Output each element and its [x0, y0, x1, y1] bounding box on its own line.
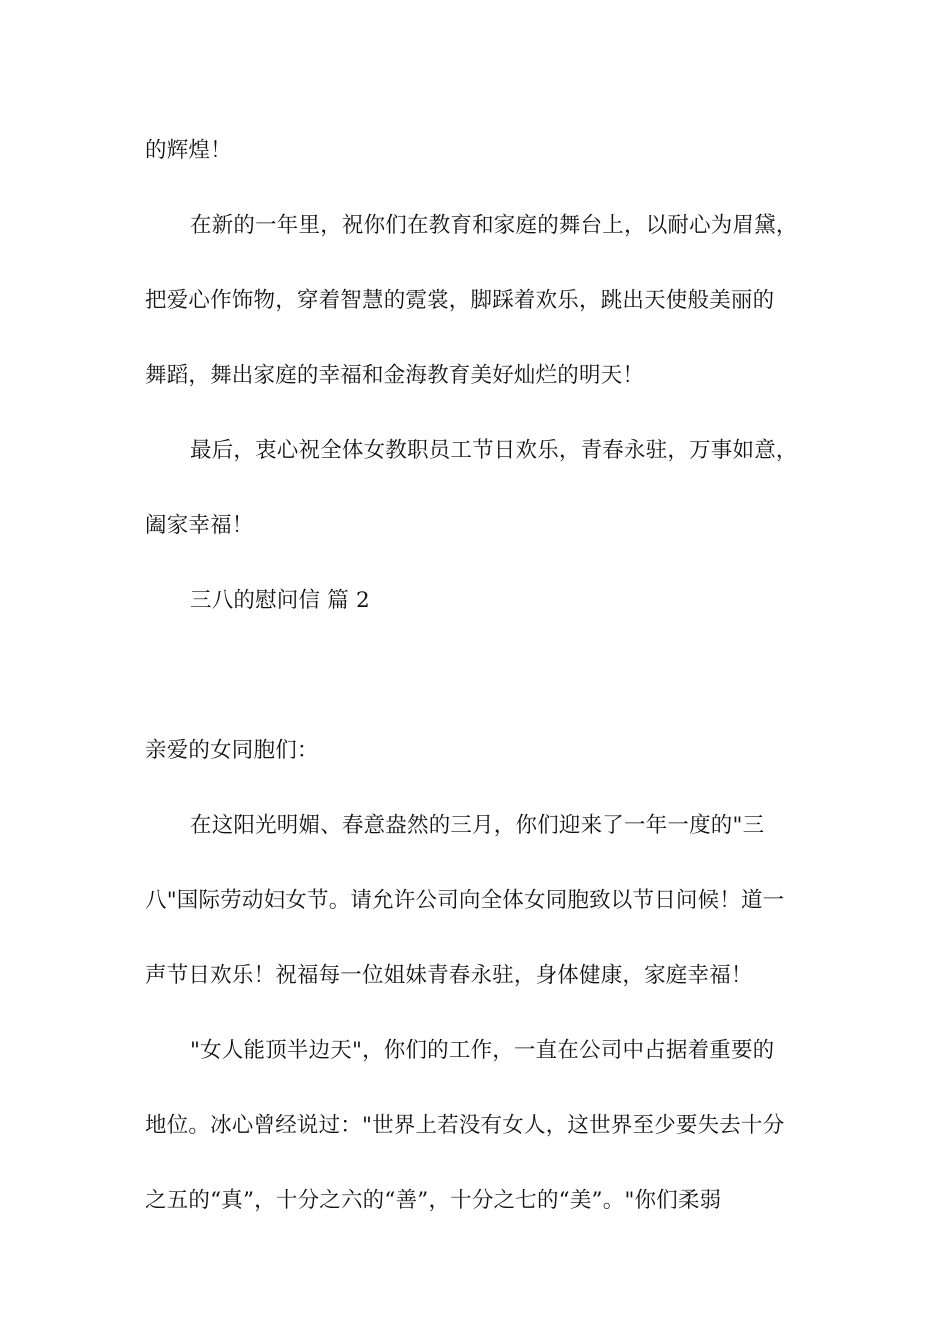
text-line: 声节日欢乐！祝福每一位姐妹青春永驻，身体健康，家庭幸福！	[145, 963, 753, 988]
text-line: 的辉煌！	[145, 138, 232, 163]
paragraph-line: 在新的一年里，祝你们在教育和家庭的舞台上，以耐心为眉黛，	[190, 213, 798, 238]
text-line: 把爱心作饰物，穿着智慧的霓裳，脚踩着欢乐，跳出天使般美丽的	[145, 288, 775, 313]
paragraph-line: "女人能顶半边天"，你们的工作，一直在公司中占据着重要的	[190, 1038, 775, 1063]
text-line: 八"国际劳动妇女节。请允许公司向全体女同胞致以节日问候！道一	[145, 888, 785, 913]
section-heading: 三八的慰问信 篇 2	[190, 588, 370, 613]
text-line: 阖家幸福！	[145, 513, 254, 538]
text-line: 之五的“真”，十分之六的“善”，十分之七的“美”。"你们柔弱	[145, 1188, 722, 1213]
text-line: 地位。冰心曾经说过："世界上若没有女人，这世界至少要失去十分	[145, 1113, 785, 1138]
salutation: 亲爱的女同胞们：	[145, 738, 319, 763]
paragraph-line: 最后，衷心祝全体女教职员工节日欢乐，青春永驻，万事如意，	[190, 438, 798, 463]
text-line: 舞蹈，舞出家庭的幸福和金海教育美好灿烂的明天！	[145, 363, 645, 388]
paragraph-line: 在这阳光明媚、春意盎然的三月，你们迎来了一年一度的"三	[190, 813, 765, 838]
